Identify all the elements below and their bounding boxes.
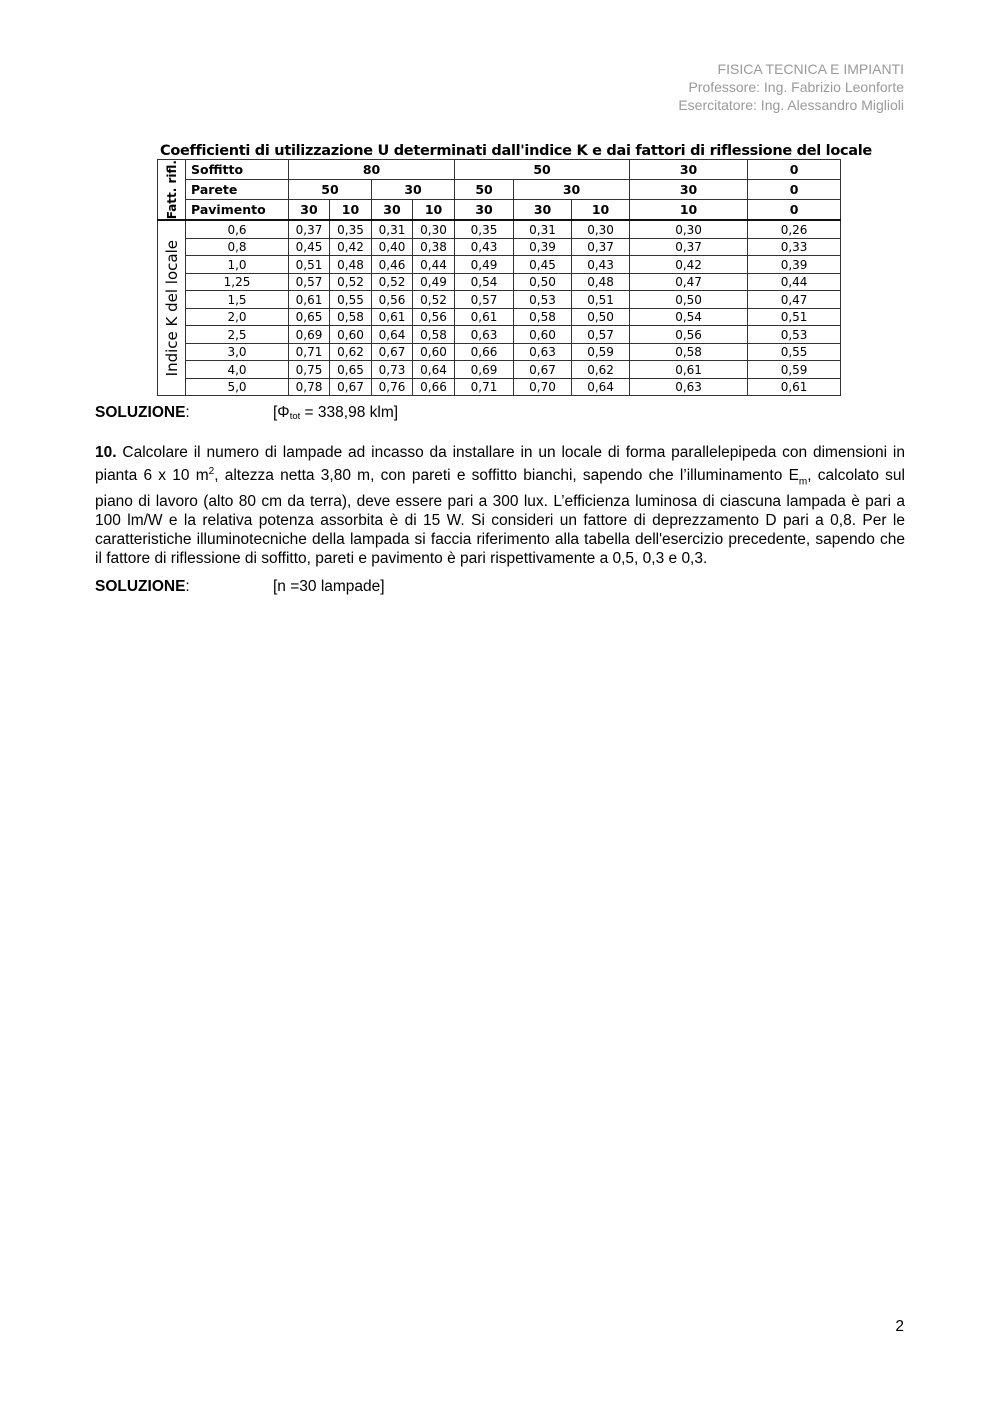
table-cell: 10	[413, 200, 455, 221]
k-index-cell: 1,0	[186, 256, 289, 274]
table-cell: 10	[330, 200, 372, 221]
exercise-text-1: Calcolare il numero di lampade ad incasso da installare in un locale di forma parallelepipeda con dimensioni in pianta 6 x 10 m	[95, 444, 905, 485]
table-cell: 0,53	[748, 326, 841, 344]
course-title: FISICA TECNICA E IMPIANTI	[717, 61, 904, 77]
table-cell: 0,71	[289, 343, 330, 361]
solution-label: SOLUZIONE	[95, 404, 186, 421]
table-cell: 0,60	[330, 326, 372, 344]
table-cell: 0,67	[330, 378, 372, 396]
parete-label: Parete	[186, 180, 289, 200]
solution-10	[95, 578, 385, 596]
table-cell: 0,40	[372, 238, 413, 256]
table-cell: 0,64	[372, 326, 413, 344]
table-cell: 0,51	[289, 256, 330, 274]
table-cell: 0,67	[372, 343, 413, 361]
solution-value: [$\Phi_{tot} = 338,98$ klm]	[273, 404, 399, 422]
table-cell: 0,37	[289, 220, 330, 238]
utilization-table-figure	[157, 143, 872, 396]
table-cell: 0,56	[372, 291, 413, 309]
side-label-indice: Indice K del locale	[158, 220, 186, 396]
table-cell: 0,67	[514, 361, 572, 379]
table-cell: 0,56	[630, 326, 748, 344]
table-cell: 80	[289, 160, 455, 180]
table-cell: 0,76	[372, 378, 413, 396]
table-row	[158, 343, 841, 361]
table-cell: 0,50	[630, 291, 748, 309]
table-cell: 0,57	[289, 273, 330, 291]
table-cell: 0,39	[514, 238, 572, 256]
table-cell: 0,65	[330, 361, 372, 379]
superscript: 2	[208, 466, 215, 478]
table-cell: 0,48	[572, 273, 630, 291]
table-row-pavimento	[158, 200, 841, 221]
table-cell: 50	[455, 180, 514, 200]
table-cell: 0,33	[748, 238, 841, 256]
table-cell: 0	[748, 200, 841, 221]
table-cell: 0,47	[630, 273, 748, 291]
k-index-cell: 2,5	[186, 326, 289, 344]
exercise-text-3: , calcolato sul piano di lavoro (alto 80 cm da terra), deve essere pari a 300 lux. L’efficienza luminosa di ciascuna lampada è pari a 100 lm/W e la relativa potenza assorbita è di 15 W. Si consideri un fattore di deprezzamento D pari a 0,8. Per le caratteristiche illuminotecniche della lampada si faccia riferimento alla tabella dell'esercizio precedente, sapendo che il fattore di riflessione di soffitto, pareti e pavimento è pari rispettivamente a 0,5, 0,3 e 0,3.	[95, 467, 905, 568]
k-index-cell: 3,0	[186, 343, 289, 361]
table-cell: 0,30	[572, 220, 630, 238]
solution-value: [n =30 lampade]	[273, 578, 385, 595]
k-index-cell: 2,0	[186, 308, 289, 326]
table-cell: 0,58	[330, 308, 372, 326]
table-cell: 0,61	[455, 308, 514, 326]
table-cell: 0,56	[413, 308, 455, 326]
table-cell: 0,30	[413, 220, 455, 238]
table-cell: 0,43	[572, 256, 630, 274]
table-cell: 10	[572, 200, 630, 221]
table-cell: 0,35	[455, 220, 514, 238]
table-row-parete	[158, 180, 841, 200]
table-cell: 0,26	[748, 220, 841, 238]
table-row-soffitto	[158, 160, 841, 180]
table-row	[158, 273, 841, 291]
table-cell: 0,52	[330, 273, 372, 291]
table-cell: 0,48	[330, 256, 372, 274]
table-cell: 0,61	[372, 308, 413, 326]
table-cell: 0,61	[630, 361, 748, 379]
table-cell: 0,51	[572, 291, 630, 309]
table-cell: 0,45	[289, 238, 330, 256]
k-index-cell: 1,25	[186, 273, 289, 291]
k-index-cell: 1,5	[186, 291, 289, 309]
table-cell: 0,42	[330, 238, 372, 256]
exercise-text-2: , altezza netta 3,80 m, con pareti e soffitto bianchi, sapendo che l’illuminamento E	[214, 467, 799, 485]
table-cell: 0,60	[514, 326, 572, 344]
table-cell: 0,37	[572, 238, 630, 256]
table-cell: 0,53	[514, 291, 572, 309]
table-row	[158, 308, 841, 326]
table-cell: 0,54	[630, 308, 748, 326]
soffitto-label: Soffitto	[186, 160, 289, 180]
table-cell: 30	[514, 200, 572, 221]
table-row	[158, 256, 841, 274]
table-cell: 0,66	[413, 378, 455, 396]
subscript: m	[798, 476, 808, 488]
table-cell: 0,62	[330, 343, 372, 361]
table-cell: 0,65	[289, 308, 330, 326]
table-cell: 0,49	[413, 273, 455, 291]
utilization-table	[157, 159, 841, 396]
table-cell: 0,58	[630, 343, 748, 361]
table-cell: 0,31	[372, 220, 413, 238]
table-cell: 0,39	[748, 256, 841, 274]
table-row	[158, 238, 841, 256]
table-cell: 0,37	[630, 238, 748, 256]
solution-colon: :	[185, 578, 190, 595]
table-cell: 0,35	[330, 220, 372, 238]
table-row	[158, 378, 841, 396]
table-cell: 50	[455, 160, 630, 180]
table-cell: 0,62	[572, 361, 630, 379]
table-cell: 0,52	[413, 291, 455, 309]
table-cell: 30	[372, 200, 413, 221]
table-cell: 0,60	[413, 343, 455, 361]
table-row	[158, 291, 841, 309]
table-cell: 0	[748, 180, 841, 200]
table-cell: 0,46	[372, 256, 413, 274]
page-number: 2	[895, 1318, 904, 1335]
table-cell: 50	[289, 180, 372, 200]
exercise-10-text	[95, 443, 905, 568]
table-cell: 30	[455, 200, 514, 221]
table-cell: 30	[630, 180, 748, 200]
table-cell: 0,63	[455, 326, 514, 344]
table-title: Coefficienti di utilizzazione U determinati dall'indice K e dai fattori di riflessione del locale	[160, 143, 872, 159]
table-cell: 0,58	[514, 308, 572, 326]
table-cell: 0,61	[748, 378, 841, 396]
solution-9	[95, 404, 399, 422]
table-cell: 0,49	[455, 256, 514, 274]
table-cell: 0,66	[455, 343, 514, 361]
table-cell: 30	[372, 180, 455, 200]
table-cell: 0,57	[572, 326, 630, 344]
table-cell: 0,61	[289, 291, 330, 309]
table-cell: 30	[289, 200, 330, 221]
table-cell: 0,44	[748, 273, 841, 291]
table-cell: 0	[748, 160, 841, 180]
solution-colon: :	[185, 404, 190, 421]
table-cell: 0,42	[630, 256, 748, 274]
table-cell: 0,63	[630, 378, 748, 396]
table-cell: 30	[514, 180, 630, 200]
k-index-cell: 4,0	[186, 361, 289, 379]
table-cell: 0,63	[514, 343, 572, 361]
table-cell: 0,75	[289, 361, 330, 379]
page-header	[678, 60, 904, 114]
table-cell: 0,59	[572, 343, 630, 361]
table-cell: 0,52	[372, 273, 413, 291]
k-index-cell: 0,6	[186, 220, 289, 238]
table-cell: 0,73	[372, 361, 413, 379]
table-cell: 0,57	[455, 291, 514, 309]
table-cell: 0,55	[748, 343, 841, 361]
table-cell: 0,38	[413, 238, 455, 256]
table-cell: 0,50	[572, 308, 630, 326]
table-cell: 0,64	[572, 378, 630, 396]
table-cell: 0,64	[413, 361, 455, 379]
table-cell: 0,45	[514, 256, 572, 274]
exercise-number: 10.	[95, 444, 117, 461]
table-cell: 0,58	[413, 326, 455, 344]
table-row	[158, 361, 841, 379]
table-cell: 0,70	[514, 378, 572, 396]
table-cell: 0,71	[455, 378, 514, 396]
solution-label: SOLUZIONE	[95, 578, 186, 595]
table-cell: 0,59	[748, 361, 841, 379]
table-cell: 0,50	[514, 273, 572, 291]
k-index-cell: 0,8	[186, 238, 289, 256]
pavimento-label: Pavimento	[186, 200, 289, 221]
table-cell: 0,69	[455, 361, 514, 379]
table-cell: 0,69	[289, 326, 330, 344]
table-cell: 0,30	[630, 220, 748, 238]
table-cell: 30	[630, 160, 748, 180]
table-row	[158, 220, 841, 238]
k-index-cell: 5,0	[186, 378, 289, 396]
table-row	[158, 326, 841, 344]
table-cell: 10	[630, 200, 748, 221]
table-cell: 0,44	[413, 256, 455, 274]
table-cell: 0,54	[455, 273, 514, 291]
assistant-line: Esercitatore: Ing. Alessandro Miglioli	[678, 97, 904, 113]
professor-line: Professore: Ing. Fabrizio Leonforte	[688, 79, 904, 95]
table-cell: 0,43	[455, 238, 514, 256]
table-cell: 0,55	[330, 291, 372, 309]
side-label-fatt: Fatt. rifl.	[158, 160, 186, 221]
table-cell: 0,51	[748, 308, 841, 326]
table-cell: 0,31	[514, 220, 572, 238]
table-cell: 0,78	[289, 378, 330, 396]
table-cell: 0,47	[748, 291, 841, 309]
